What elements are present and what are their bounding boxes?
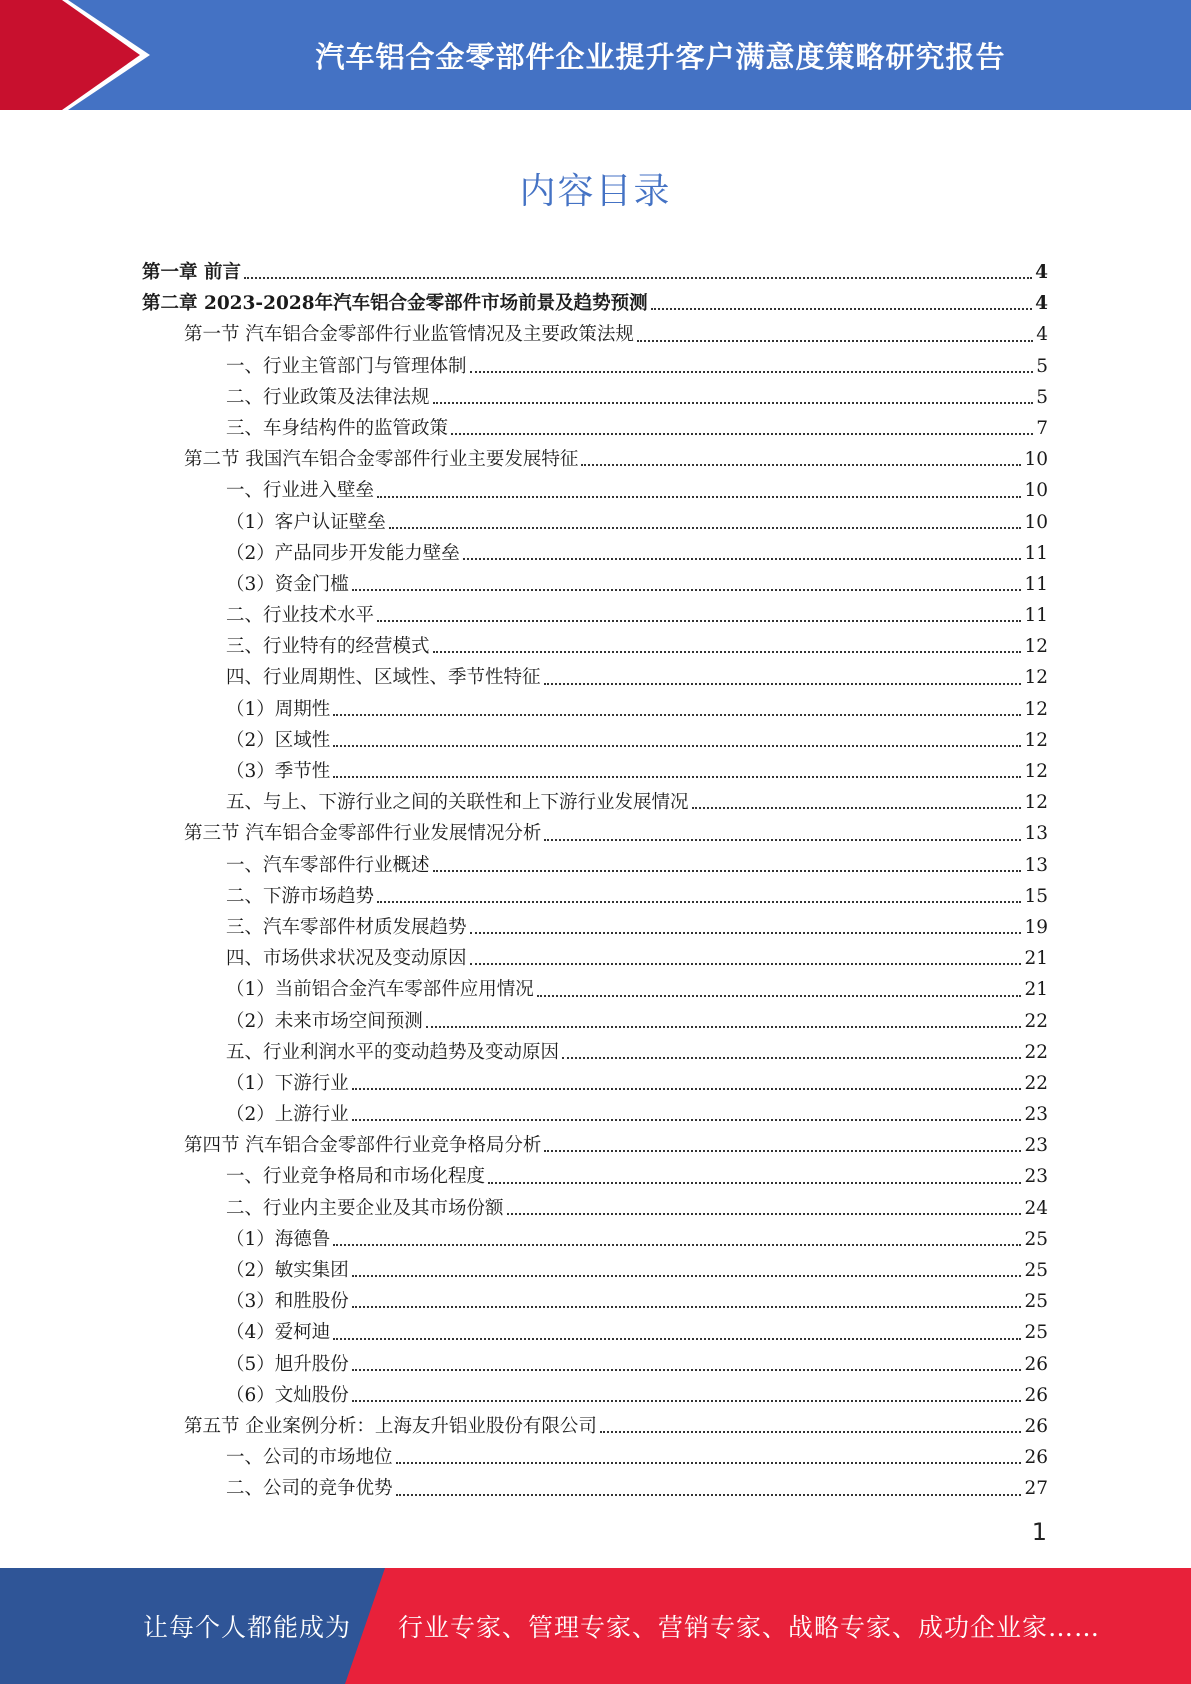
toc-entry-title: 一、公司的市场地位 [226, 1447, 393, 1469]
toc-entry-title: （2）未来市场空间预测 [226, 1010, 423, 1032]
toc-entry[interactable] [142, 315, 1048, 346]
toc-entry-page: 23 [1024, 1166, 1048, 1188]
toc-entry-page: 12 [1024, 667, 1048, 689]
toc-entry-page: 25 [1024, 1322, 1048, 1344]
toc-entry[interactable] [142, 284, 1048, 315]
toc-entry-page: 5 [1036, 355, 1048, 377]
toc-entry-title: 一、行业主管部门与管理体制 [226, 355, 467, 377]
toc-entry-page: 10 [1024, 449, 1048, 471]
toc-entry-title: 第二节 我国汽车铝合金零部件行业主要发展特征 [184, 449, 579, 471]
toc-dot-leader [544, 839, 1021, 841]
toc-entry[interactable] [142, 1033, 1048, 1064]
toc-dot-leader [352, 1306, 1022, 1308]
table-of-contents [142, 253, 1048, 1501]
toc-dot-leader [470, 371, 1034, 373]
toc-entry-page: 4 [1036, 324, 1048, 346]
toc-dot-leader [333, 1244, 1021, 1246]
toc-entry[interactable] [142, 814, 1048, 845]
toc-entry-page: 13 [1024, 854, 1048, 876]
toc-entry-page: 13 [1024, 823, 1048, 845]
toc-entry-title: （3）和胜股份 [226, 1291, 349, 1313]
toc-entry-page: 4 [1035, 293, 1048, 315]
toc-dot-leader [451, 433, 1033, 435]
toc-entry[interactable] [142, 1282, 1048, 1313]
toc-entry-title: （3）季节性 [226, 761, 331, 782]
toc-entry-page: 22 [1024, 1041, 1048, 1063]
toc-dot-leader [544, 683, 1022, 685]
toc-entry[interactable] [142, 534, 1048, 565]
toc-entry-title: 第二章 2023-2028年汽车铝合金零部件市场前景及趋势预测 [142, 293, 648, 315]
toc-entry-page: 22 [1024, 1010, 1048, 1032]
toc-entry-page: 26 [1024, 1447, 1048, 1469]
toc-entry-title: 三、行业特有的经营模式 [226, 636, 430, 658]
toc-entry[interactable] [142, 1157, 1048, 1188]
toc-dot-leader [396, 1462, 1022, 1464]
chevron-fill [0, 0, 140, 110]
toc-entry-page: 19 [1024, 916, 1048, 938]
toc-entry[interactable] [142, 503, 1048, 534]
toc-entry[interactable] [142, 627, 1048, 658]
toc-entry[interactable] [142, 1469, 1048, 1500]
toc-entry-page: 12 [1024, 761, 1048, 782]
toc-heading: 内容目录 [519, 171, 672, 212]
toc-dot-leader [470, 963, 1022, 965]
toc-entry-page: 27 [1024, 1478, 1048, 1500]
toc-entry[interactable] [142, 1126, 1048, 1157]
toc-entry-page: 23 [1024, 1135, 1048, 1157]
toc-entry[interactable] [142, 908, 1048, 939]
toc-entry-title: 二、行业技术水平 [226, 605, 375, 627]
toc-entry-title: （6）文灿股份 [226, 1384, 349, 1406]
toc-entry-page: 26 [1024, 1384, 1048, 1406]
toc-entry-page: 15 [1024, 885, 1048, 907]
toc-entry[interactable] [142, 1438, 1048, 1469]
toc-entry[interactable] [142, 970, 1048, 1001]
footer-band [0, 1568, 1191, 1684]
toc-entry-page: 22 [1024, 1072, 1048, 1094]
toc-entry-page: 25 [1024, 1228, 1048, 1250]
toc-dot-leader [637, 340, 1033, 342]
toc-dot-leader [507, 1213, 1022, 1215]
toc-entry-page: 21 [1024, 979, 1048, 1001]
toc-dot-leader [463, 558, 1022, 560]
toc-dot-leader [352, 1088, 1022, 1090]
red-chevron-icon [0, 0, 160, 110]
toc-dot-leader [377, 496, 1021, 498]
toc-dot-leader [537, 995, 1022, 997]
toc-entry[interactable] [142, 378, 1048, 409]
toc-entry-page: 23 [1024, 1104, 1048, 1126]
toc-entry-title: （2）敏实集团 [226, 1260, 349, 1281]
toc-entry-title: 四、行业周期性、区域性、季节性特征 [226, 667, 541, 689]
toc-entry[interactable] [142, 1313, 1048, 1344]
toc-entry-title: 二、公司的竞争优势 [226, 1478, 393, 1500]
toc-dot-leader [352, 1275, 1022, 1277]
toc-entry-title: 第三节 汽车铝合金零部件行业发展情况分析 [184, 823, 542, 845]
toc-dot-leader [600, 1431, 1022, 1433]
toc-entry-title: 二、下游市场趋势 [226, 885, 375, 907]
toc-entry-page: 11 [1024, 573, 1048, 595]
toc-entry-page: 11 [1024, 542, 1048, 564]
toc-entry[interactable] [142, 596, 1048, 627]
toc-dot-leader [426, 1026, 1022, 1028]
toc-entry-page: 25 [1024, 1260, 1048, 1281]
toc-dot-leader [352, 589, 1022, 591]
toc-entry[interactable] [142, 471, 1048, 502]
toc-entry-title: （3）资金门槛 [226, 573, 349, 595]
toc-entry[interactable] [142, 939, 1048, 970]
toc-dot-leader [651, 308, 1033, 310]
toc-entry[interactable] [142, 1095, 1048, 1126]
toc-entry-page: 21 [1024, 948, 1048, 970]
toc-entry-title: 四、市场供求状况及变动原因 [226, 948, 467, 970]
toc-dot-leader [396, 1494, 1022, 1496]
toc-entry[interactable] [142, 877, 1048, 908]
toc-dot-leader [562, 1057, 1021, 1059]
toc-entry-title: （2）上游行业 [226, 1104, 349, 1126]
toc-dot-leader [488, 1182, 1021, 1184]
toc-dot-leader [433, 870, 1022, 872]
toc-entry[interactable] [142, 1002, 1048, 1033]
toc-entry-page: 24 [1024, 1197, 1048, 1219]
toc-dot-leader [433, 402, 1034, 404]
toc-entry[interactable] [142, 721, 1048, 752]
toc-entry[interactable] [142, 690, 1048, 721]
toc-dot-leader [377, 620, 1021, 622]
toc-dot-leader [581, 464, 1021, 466]
toc-entry-title: 第四节 汽车铝合金零部件行业竞争格局分析 [184, 1135, 542, 1157]
toc-entry-title: 一、行业竞争格局和市场化程度 [226, 1166, 486, 1188]
toc-entry-title: （1）周期性 [226, 698, 331, 720]
toc-dot-leader [333, 714, 1021, 716]
toc-entry[interactable] [142, 409, 1048, 440]
toc-entry-title: （2）区域性 [226, 729, 331, 751]
toc-entry[interactable] [142, 658, 1048, 689]
toc-entry-title: 第一章 前言 [142, 262, 241, 283]
toc-entry-page: 12 [1024, 636, 1048, 658]
toc-entry-title: 二、行业政策及法律法规 [226, 386, 430, 408]
toc-entry-title: 三、车身结构件的监管政策 [226, 417, 449, 439]
toc-entry-page: 12 [1024, 729, 1048, 751]
report-title: 汽车铝合金零部件企业提升客户满意度策略研究报告 [315, 39, 1006, 74]
toc-entry[interactable] [142, 1407, 1048, 1438]
toc-entry[interactable] [142, 846, 1048, 877]
toc-entry-title: 一、行业进入壁垒 [226, 480, 375, 502]
toc-dot-leader [352, 1119, 1022, 1121]
header-band [0, 0, 1191, 110]
toc-entry-page: 25 [1024, 1291, 1048, 1313]
toc-dot-leader [244, 277, 1032, 279]
toc-entry-page: 12 [1024, 792, 1048, 814]
toc-entry-page: 10 [1024, 511, 1048, 533]
toc-dot-leader [333, 776, 1021, 778]
toc-entry-page: 11 [1024, 605, 1048, 627]
toc-entry-page: 7 [1036, 417, 1048, 439]
toc-entry[interactable] [142, 783, 1048, 814]
toc-dot-leader [333, 1338, 1021, 1340]
toc-entry[interactable] [142, 1220, 1048, 1251]
toc-entry[interactable] [142, 1064, 1048, 1095]
toc-entry[interactable] [142, 1345, 1048, 1376]
toc-dot-leader [389, 527, 1022, 529]
toc-dot-leader [377, 901, 1021, 903]
toc-dot-leader [333, 745, 1021, 747]
toc-dot-leader [352, 1369, 1022, 1371]
toc-entry[interactable] [142, 440, 1048, 471]
toc-entry-title: 二、行业内主要企业及其市场份额 [226, 1197, 504, 1219]
toc-entry-title: （4）爱柯迪 [226, 1322, 331, 1344]
toc-entry-page: 12 [1024, 698, 1048, 720]
toc-entry-page: 10 [1024, 480, 1048, 502]
footer-slogan-right: 行业专家、管理专家、营销专家、战略专家、成功企业家…… [398, 1613, 1101, 1642]
toc-entry[interactable] [142, 347, 1048, 378]
toc-entry-title: （5）旭升股份 [226, 1353, 349, 1375]
toc-entry-title: （1）海德鲁 [226, 1228, 331, 1250]
toc-entry-title: （1）下游行业 [226, 1072, 349, 1094]
toc-entry-page: 4 [1035, 262, 1048, 283]
toc-entry[interactable] [142, 253, 1048, 284]
toc-dot-leader [470, 932, 1022, 934]
toc-entry-title: 五、行业利润水平的变动趋势及变动原因 [226, 1041, 560, 1063]
page-number: 1 [1031, 1518, 1047, 1546]
toc-dot-leader [433, 651, 1022, 653]
toc-entry-title: 五、与上、下游行业之间的关联性和上下游行业发展情况 [226, 792, 689, 814]
toc-entry-title: 三、汽车零部件材质发展趋势 [226, 916, 467, 938]
toc-entry-title: 第一节 汽车铝合金零部件行业监管情况及主要政策法规 [184, 324, 634, 346]
toc-entry-title: 第五节 企业案例分析：上海友升铝业股份有限公司 [184, 1415, 597, 1437]
footer-slogan-left: 让每个人都能成为 [143, 1613, 352, 1642]
toc-dot-leader [352, 1400, 1022, 1402]
toc-entry-page: 26 [1024, 1353, 1048, 1375]
toc-entry[interactable] [142, 752, 1048, 783]
toc-dot-leader [692, 807, 1022, 809]
toc-entry[interactable] [142, 1251, 1048, 1282]
toc-entry-title: （1）客户认证壁垒 [226, 511, 386, 533]
toc-entry-title: （2）产品同步开发能力壁垒 [226, 542, 460, 564]
toc-entry-title: （1）当前铝合金汽车零部件应用情况 [226, 979, 534, 1001]
toc-entry-page: 26 [1024, 1415, 1048, 1437]
toc-entry[interactable] [142, 565, 1048, 596]
toc-entry[interactable] [142, 1189, 1048, 1220]
toc-entry-title: 一、汽车零部件行业概述 [226, 854, 430, 876]
toc-dot-leader [544, 1150, 1021, 1152]
toc-entry[interactable] [142, 1376, 1048, 1407]
toc-entry-page: 5 [1036, 386, 1048, 408]
